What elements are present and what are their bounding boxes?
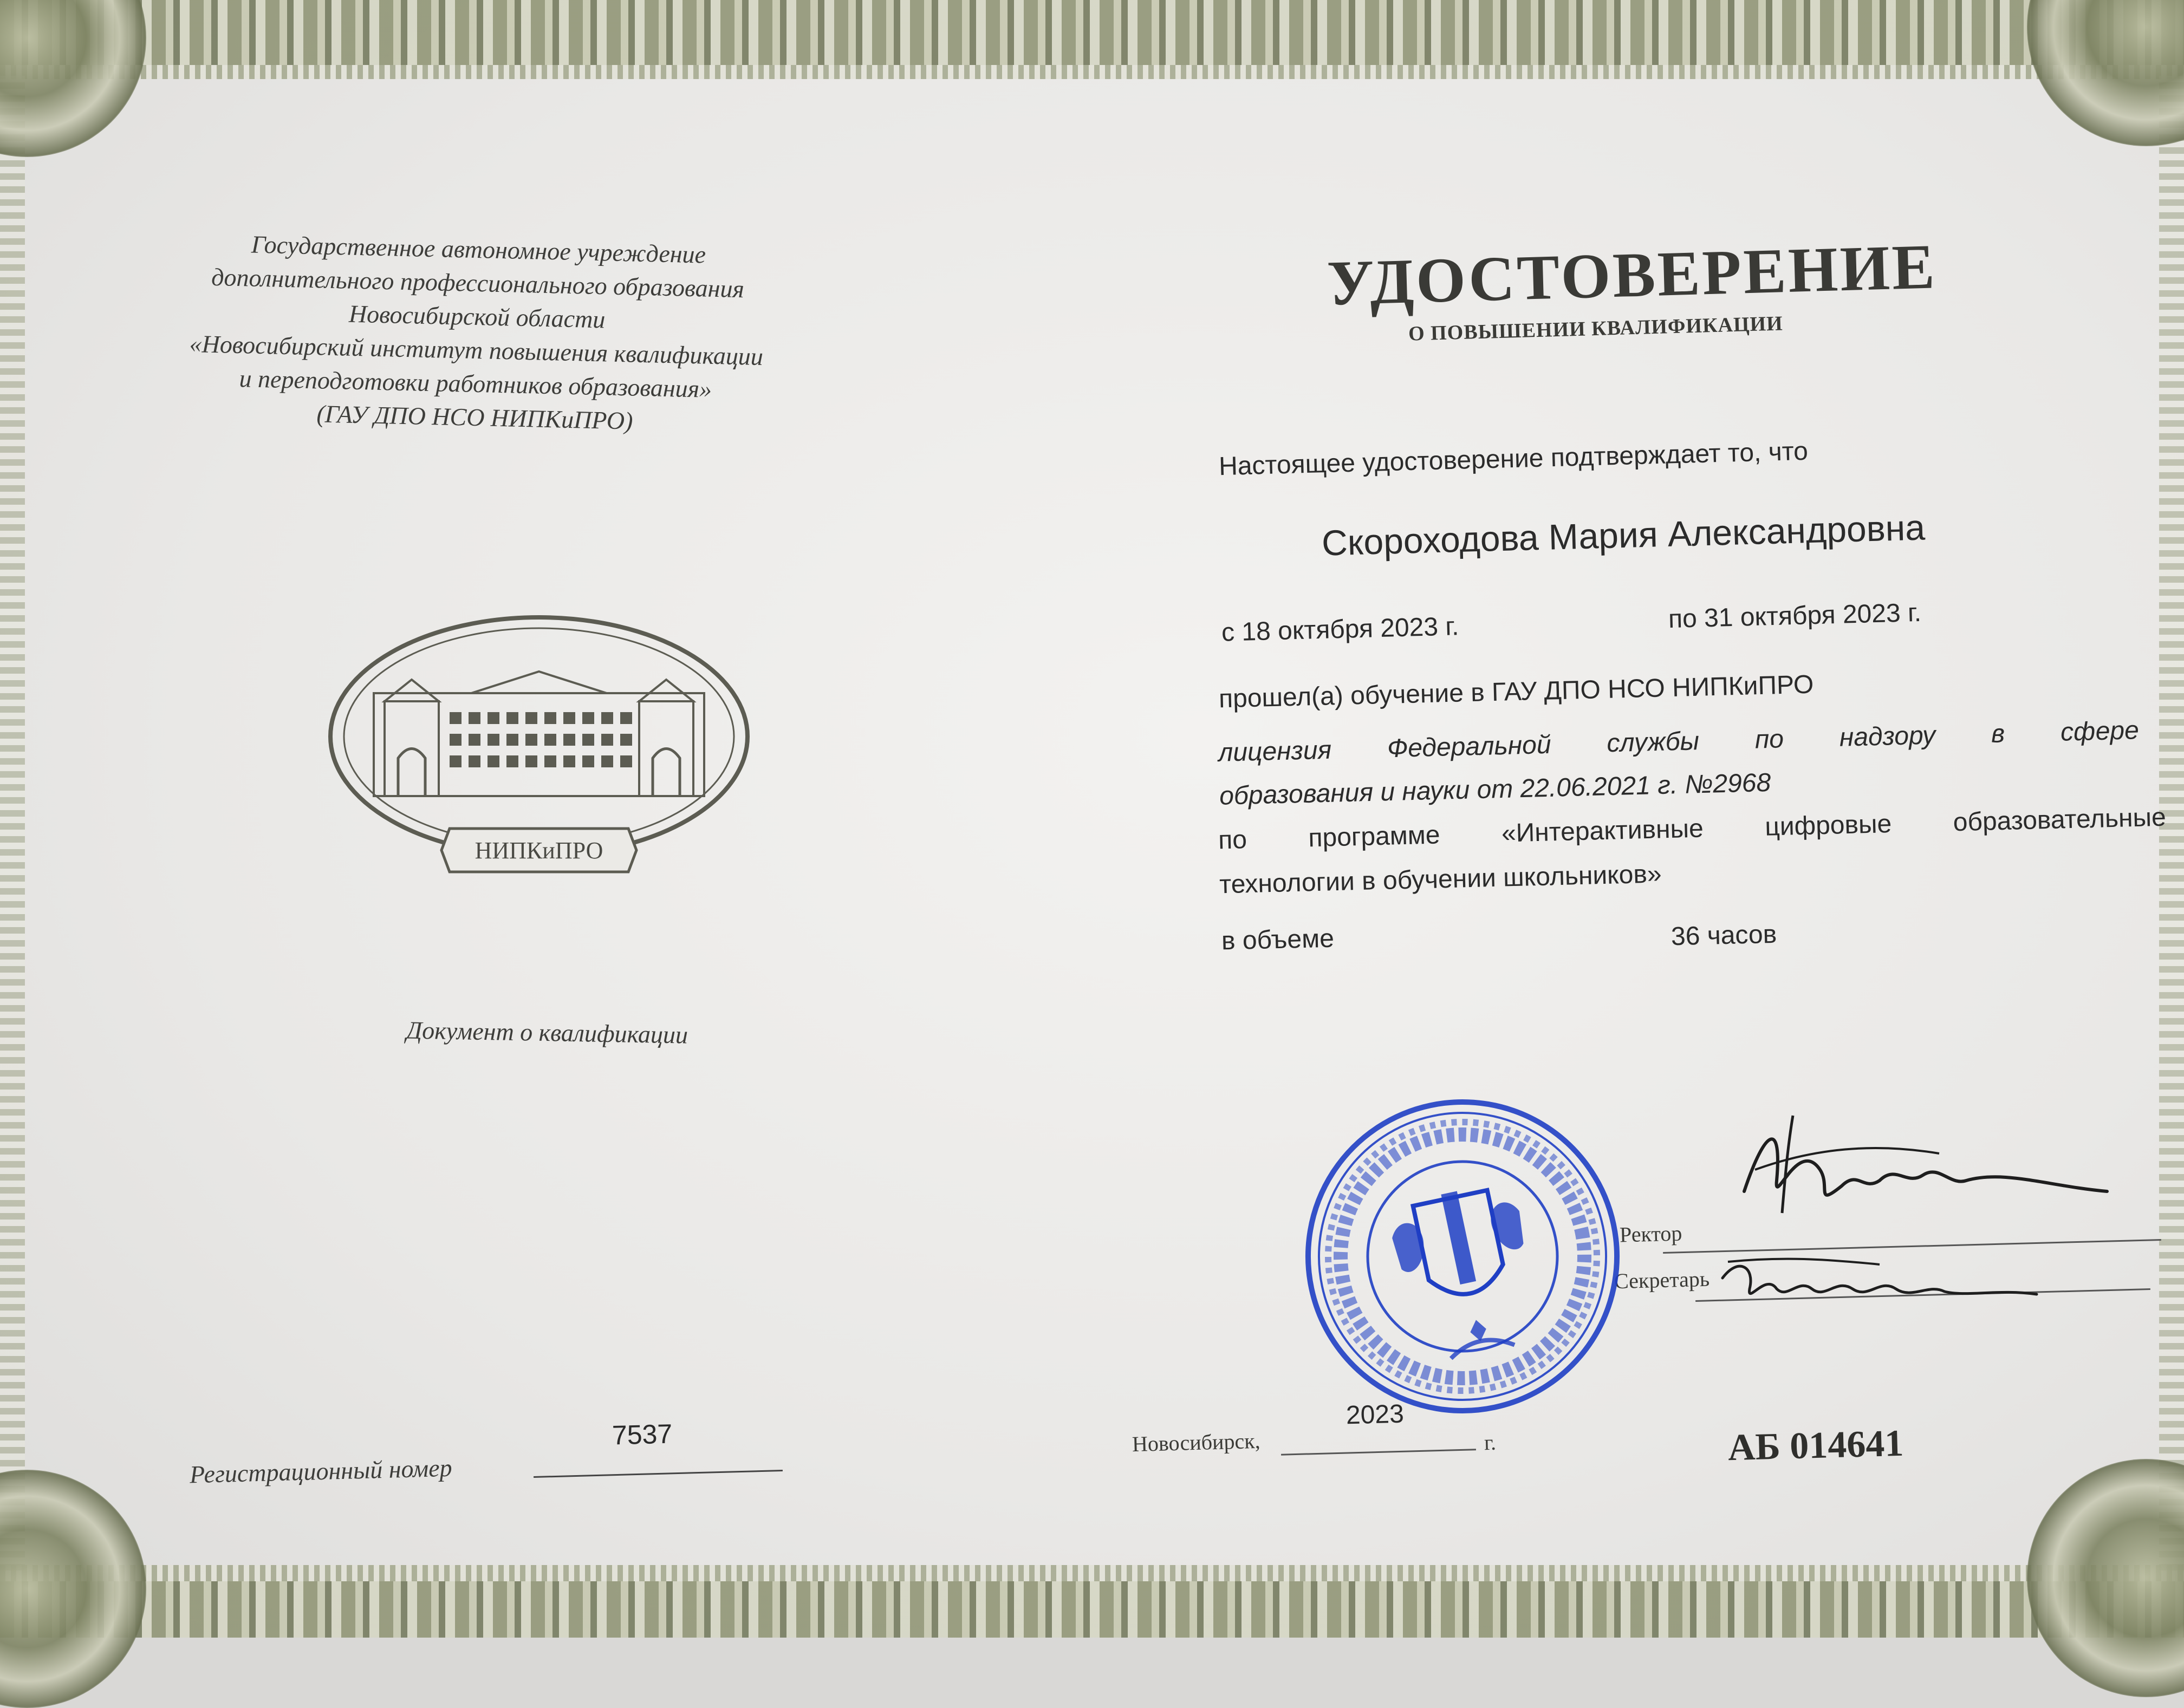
volume-label: в объеме bbox=[1221, 924, 1335, 956]
license-line: лицензия Федеральной службы по надзору в сфере bbox=[1218, 716, 2140, 767]
ornamental-border-bottom bbox=[0, 1581, 2184, 1638]
volume-value: 36 часов bbox=[1670, 920, 1777, 951]
program-line: технологии в обучении школьников» bbox=[1219, 859, 1662, 899]
issue-city-label: Новосибирск, bbox=[1132, 1428, 1261, 1457]
training-start-date: с 18 октября 2023 г. bbox=[1221, 612, 1459, 647]
confirmation-text: Настоящее удостоверение подтверждает то, что bbox=[1218, 436, 1809, 481]
institution-line: Государственное автономное учреждение bbox=[251, 230, 706, 269]
ornament-corner-top-right bbox=[2027, 0, 2184, 146]
issue-year: 2023 bbox=[1346, 1399, 1405, 1430]
issue-date-line bbox=[1281, 1449, 1476, 1455]
document-kind-label: Документ о квалификации bbox=[406, 1016, 688, 1049]
registration-number-line bbox=[534, 1470, 783, 1478]
program-line: по программе «Интерактивные цифровые образовательные bbox=[1218, 803, 2167, 855]
ornamental-border-top-inner bbox=[0, 65, 2184, 79]
institute-building-logo bbox=[325, 612, 753, 883]
ornament-corner-top-left bbox=[0, 0, 146, 157]
ornament-corner-bottom-left bbox=[0, 1470, 146, 1708]
institution-line: (ГАУ ДПО НСО НИПКиПРО) bbox=[316, 400, 633, 435]
official-seal-stamp bbox=[1300, 1094, 1625, 1419]
rector-label: Ректор bbox=[1619, 1221, 1682, 1247]
ornamental-border-bottom-inner bbox=[0, 1565, 2184, 1581]
license-line: образования и науки от 22.06.2021 г. №2968 bbox=[1219, 768, 1771, 811]
institution-name-block bbox=[139, 225, 815, 442]
certificate-serial-number: АБ 014641 bbox=[1727, 1422, 1904, 1469]
secretary-label: Секретарь bbox=[1614, 1266, 1710, 1294]
ornamental-border-left bbox=[0, 76, 25, 1570]
registration-number-value: 7537 bbox=[612, 1418, 673, 1451]
institution-line: «Новосибирский институт повышения квалификации bbox=[189, 329, 764, 371]
recipient-name: Скороходова Мария Александровна bbox=[1321, 507, 1926, 563]
year-suffix: г. bbox=[1484, 1430, 1497, 1455]
institution-line: и переподготовки работников образования» bbox=[239, 364, 712, 403]
secretary-signature bbox=[1717, 1246, 2042, 1321]
institution-line: Новосибирской области bbox=[348, 299, 606, 334]
certificate-title: УДОСТОВЕРЕНИЕ bbox=[1326, 231, 1938, 319]
ornament-corner-bottom-right bbox=[2027, 1459, 2184, 1697]
completed-training-text: прошел(а) обучение в ГАУ ДПО НСО НИПКиПРО bbox=[1218, 670, 1814, 714]
rector-signature bbox=[1733, 1105, 2112, 1246]
logo-caption: НИПКиПРО bbox=[474, 837, 603, 864]
registration-number-label: Регистрационный номер bbox=[189, 1453, 453, 1489]
institution-line: дополнительного профессионального образования bbox=[211, 263, 745, 303]
certificate-subtitle: О ПОВЫШЕНИИ КВАЛИФИКАЦИИ bbox=[1408, 312, 1784, 345]
training-end-date: по 31 октября 2023 г. bbox=[1668, 598, 1922, 634]
ornamental-border-top bbox=[0, 0, 2184, 65]
